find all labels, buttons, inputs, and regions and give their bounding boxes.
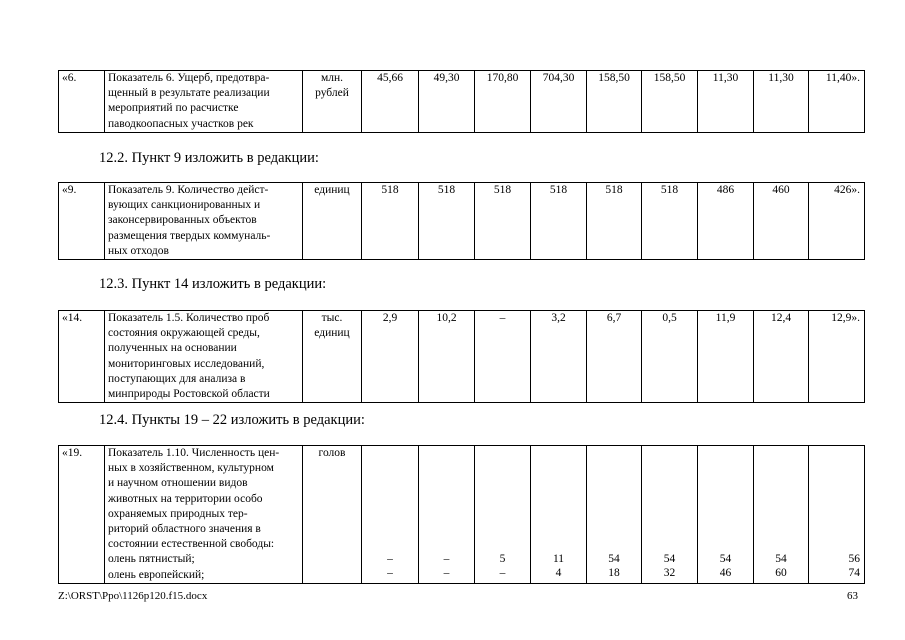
value-cell: 518 — [475, 183, 531, 260]
value-cell: 158,50 — [587, 71, 642, 133]
unit-cell: единиц — [303, 183, 362, 260]
value-cell: 426». — [809, 183, 865, 260]
value-cell: 2,9 — [362, 311, 419, 403]
indicator-description: Показатель 1.5. Количество проб состояния окружающей среды, полученных на основании мониторинговых исследований, поступающих для анализа в минприроды Ростовской области — [105, 311, 303, 403]
value-cell: 518 — [587, 183, 642, 260]
value-cell: 486 — [698, 183, 754, 260]
table-row — [59, 311, 865, 403]
value-cell: 54 46 — [698, 446, 754, 584]
value-cell: 54 32 — [642, 446, 698, 584]
unit-cell: тыс. единиц — [303, 311, 362, 403]
value-cell: 11,40». — [809, 71, 865, 133]
footer-file-path: Z:\ORST\Ppo\1126p120.f15.docx — [58, 590, 208, 602]
indicator-description: Показатель 6. Ущерб, предотвра- щенный в результате реализации мероприятий по расчистке паводкоопасных участков рек — [105, 71, 303, 133]
value-cell: 11,9 — [698, 311, 754, 403]
value-cell: 54 60 — [754, 446, 809, 584]
value-cell: 3,2 — [531, 311, 587, 403]
value-cell: 11,30 — [698, 71, 754, 133]
value-cell: 56 74 — [809, 446, 865, 584]
unit-cell: голов — [303, 446, 362, 584]
value-cell: – — [475, 311, 531, 403]
table-row — [59, 183, 865, 260]
value-cell: – – — [362, 446, 419, 584]
value-cell: 10,2 — [419, 311, 475, 403]
table-indicator-6 — [58, 70, 865, 133]
value-cell: 12,9». — [809, 311, 865, 403]
unit-cell: млн. рублей — [303, 71, 362, 133]
value-cell: 45,66 — [362, 71, 419, 133]
value-cell: – – — [419, 446, 475, 584]
indicator-description: Показатель 1.10. Численность цен- ных в хозяйственном, культурном и научном отношении видов животных на территории особо охраняемых природных тер- риторий областного значения в состоянии естественной свободы: олень пятнистый; олень европейский; — [105, 446, 303, 584]
section-heading-12-2: 12.2. Пункт 9 изложить в редакции: — [99, 150, 319, 166]
value-cell: 11 4 — [531, 446, 587, 584]
row-number: «9. — [59, 183, 105, 260]
table-row — [59, 446, 865, 584]
page-number: 63 — [847, 590, 858, 602]
value-cell: 6,7 — [587, 311, 642, 403]
value-cell: 5 – — [475, 446, 531, 584]
indicator-description: Показатель 9. Количество дейст- вующих санкционированных и законсервированных объектов размещения твердых коммуналь- ных отходов — [105, 183, 303, 260]
value-cell: 54 18 — [587, 446, 642, 584]
row-number: «6. — [59, 71, 105, 133]
value-cell: 49,30 — [419, 71, 475, 133]
value-cell: 460 — [754, 183, 809, 260]
table-indicator-14 — [58, 310, 865, 403]
value-cell: 518 — [419, 183, 475, 260]
row-number: «14. — [59, 311, 105, 403]
value-cell: 11,30 — [754, 71, 809, 133]
value-cell: 518 — [362, 183, 419, 260]
section-heading-12-4: 12.4. Пункты 19 – 22 изложить в редакции: — [99, 412, 365, 428]
table-indicator-9 — [58, 182, 865, 260]
value-cell: 518 — [531, 183, 587, 260]
table-indicator-19 — [58, 445, 865, 584]
table-row — [59, 71, 865, 133]
value-cell: 12,4 — [754, 311, 809, 403]
value-cell: 704,30 — [531, 71, 587, 133]
row-number: «19. — [59, 446, 105, 584]
value-cell: 158,50 — [642, 71, 698, 133]
value-cell: 0,5 — [642, 311, 698, 403]
value-cell: 518 — [642, 183, 698, 260]
value-cell: 170,80 — [475, 71, 531, 133]
section-heading-12-3: 12.3. Пункт 14 изложить в редакции: — [99, 276, 327, 292]
